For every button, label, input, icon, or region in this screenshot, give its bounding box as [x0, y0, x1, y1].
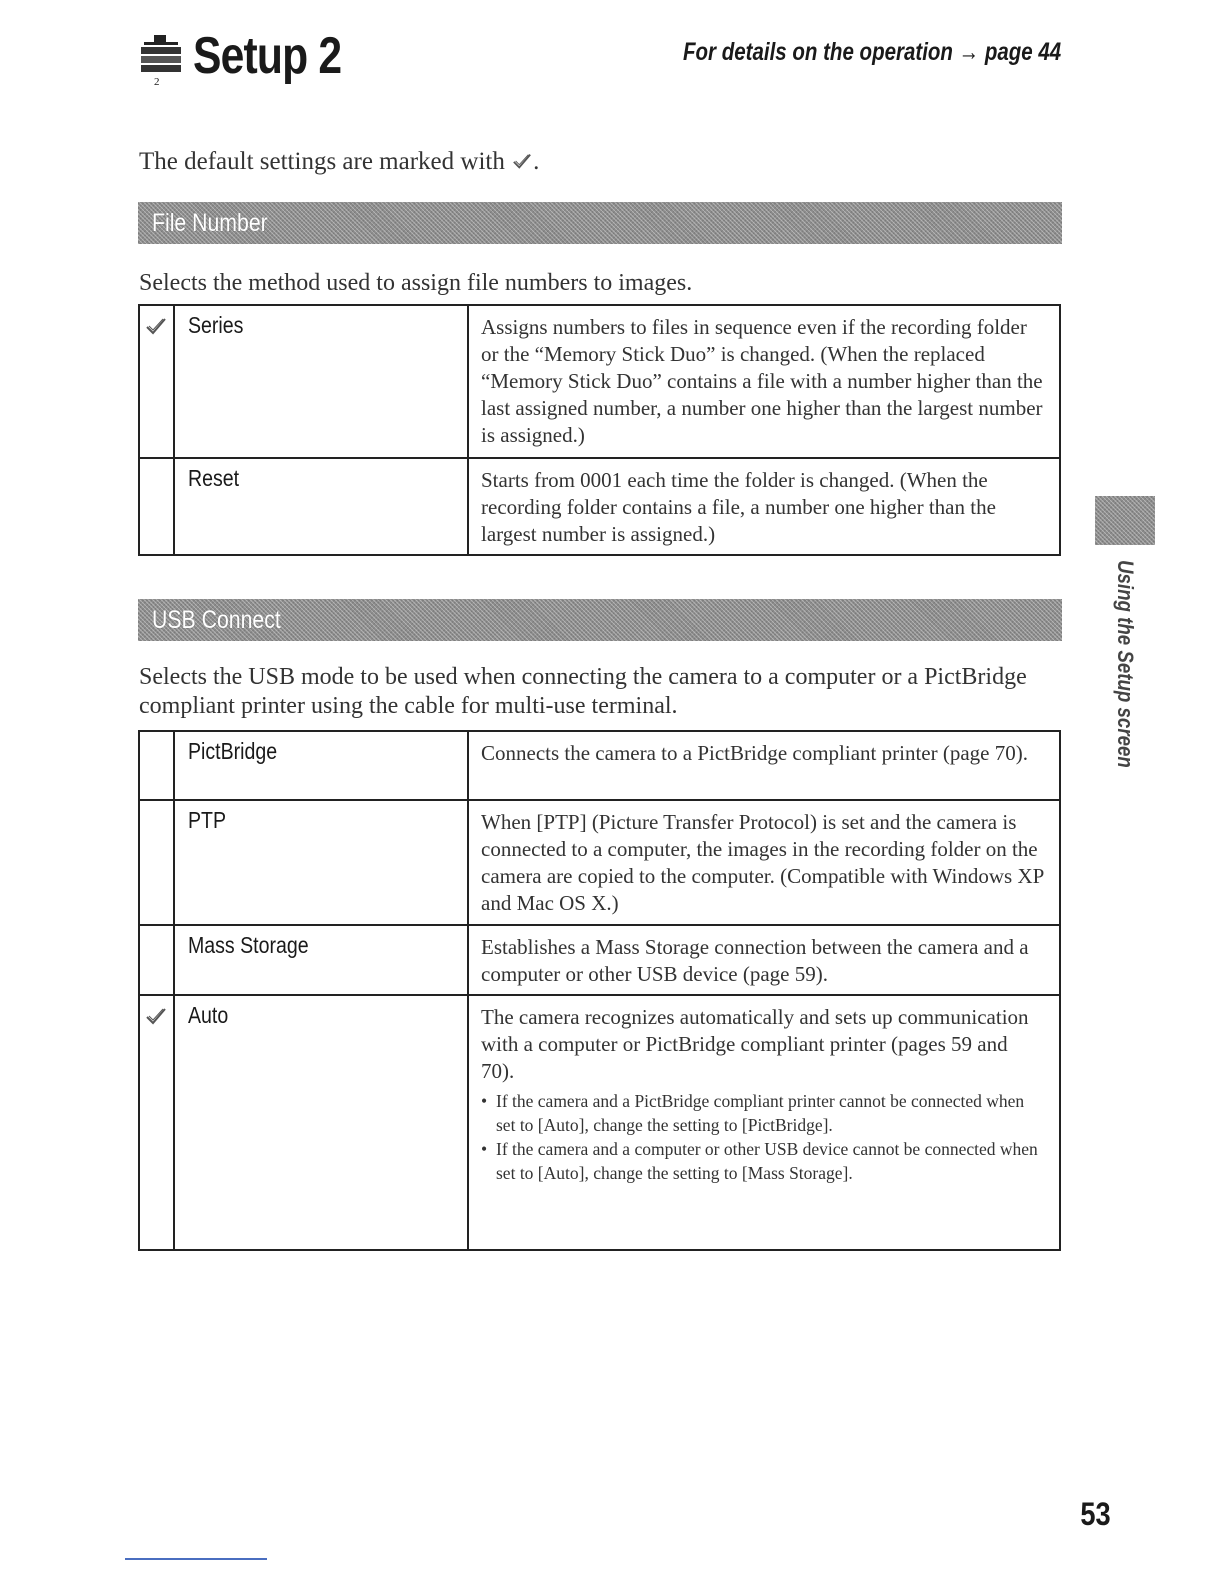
section-tab-marker: [1095, 496, 1155, 545]
note-item: • If the camera and a PictBridge compliant printer cannot be connected when set to [Auto], change the setting to [PictBridge].: [481, 1089, 1045, 1137]
usb-connect-heading-bar: [138, 599, 1062, 641]
option-name-cell: [174, 731, 468, 800]
option-description: Starts from 0001 each time the folder is changed. (When the recording folder contains a file, a number one higher than the largest number is assigned.): [468, 458, 1060, 555]
section-tab: [1113, 560, 1138, 768]
option-name-cell: [174, 305, 468, 458]
default-check-icon: [144, 1005, 168, 1027]
file-number-heading-bar: [138, 202, 1062, 244]
usb-connect-heading: USB Connect: [152, 606, 281, 634]
setup-icon-number: 2: [154, 76, 160, 88]
section-tab-label: Using the Setup screen: [1113, 560, 1138, 768]
table-row: [139, 925, 1060, 995]
option-description: The camera recognizes automatically and sets up communication with a computer or PictBridge compliant printer (pages 59 and 70).: [481, 1005, 1029, 1083]
file-number-heading: File Number: [152, 209, 268, 237]
page-title: Setup 2: [193, 27, 342, 85]
default-note-end: .: [533, 148, 540, 175]
default-marker-cell: [139, 305, 174, 458]
option-name: Series: [188, 312, 244, 338]
note-item: • If the camera and a computer or other USB device cannot be connected when set to [Auto], change the setting to [Mass Storage].: [481, 1137, 1045, 1185]
usb-connect-description: Selects the USB mode to be used when connecting the camera to a computer or a PictBridge compliant printer using the cable for multi-use terminal.: [139, 664, 1027, 719]
default-marker-cell: [139, 800, 174, 925]
default-settings-note: [139, 146, 539, 178]
option-description: Assigns numbers to files in sequence even if the recording folder or the “Memory Stick Duo” is changed. (When the replaced “Memory Stick Duo” contains a file with a number higher than the last assigned number, a number one higher than the largest number is assigned.): [468, 305, 1060, 458]
default-check-icon: [144, 315, 168, 337]
option-name-cell: [174, 925, 468, 995]
table-row: [139, 800, 1060, 925]
page-number: 53: [1080, 1496, 1111, 1532]
option-name-cell: [174, 800, 468, 925]
default-marker-cell: [139, 458, 174, 555]
default-marker-cell: [139, 925, 174, 995]
table-row: [139, 458, 1060, 555]
file-number-description: Selects the method used to assign file numbers to images.: [139, 270, 693, 296]
table-row: [139, 731, 1060, 800]
option-name: PictBridge: [188, 738, 278, 764]
default-note-text: The default settings are marked with: [139, 148, 512, 175]
option-name: Mass Storage: [188, 932, 309, 958]
notes-list: [481, 1089, 1045, 1185]
option-description: Establishes a Mass Storage connection between the camera and a computer or other USB device (page 59).: [468, 925, 1060, 995]
setup-icon: [140, 33, 182, 79]
default-marker-cell: [139, 731, 174, 800]
option-name: PTP: [188, 807, 227, 833]
option-description: When [PTP] (Picture Transfer Protocol) is set and the camera is connected to a computer, the images in the recording folder on the camera are copied to the computer. (Compatible with Windows XP and Mac OS X.): [468, 800, 1060, 925]
option-name: Reset: [188, 465, 240, 491]
option-description-cell: [468, 995, 1060, 1250]
file-number-table: [138, 304, 1061, 556]
usb-connect-table: [138, 730, 1061, 1251]
option-name: Auto: [188, 1002, 229, 1028]
option-name-cell: [174, 995, 468, 1250]
option-name-cell: [174, 458, 468, 555]
table-row: [139, 305, 1060, 458]
option-description: Connects the camera to a PictBridge compliant printer (page 70).: [468, 731, 1060, 800]
default-marker-cell: [139, 995, 174, 1250]
default-check-icon: [511, 151, 533, 171]
table-row: [139, 995, 1060, 1250]
operation-reference: For details on the operation → page 44: [682, 38, 1061, 66]
footer-rule: [125, 1558, 267, 1560]
